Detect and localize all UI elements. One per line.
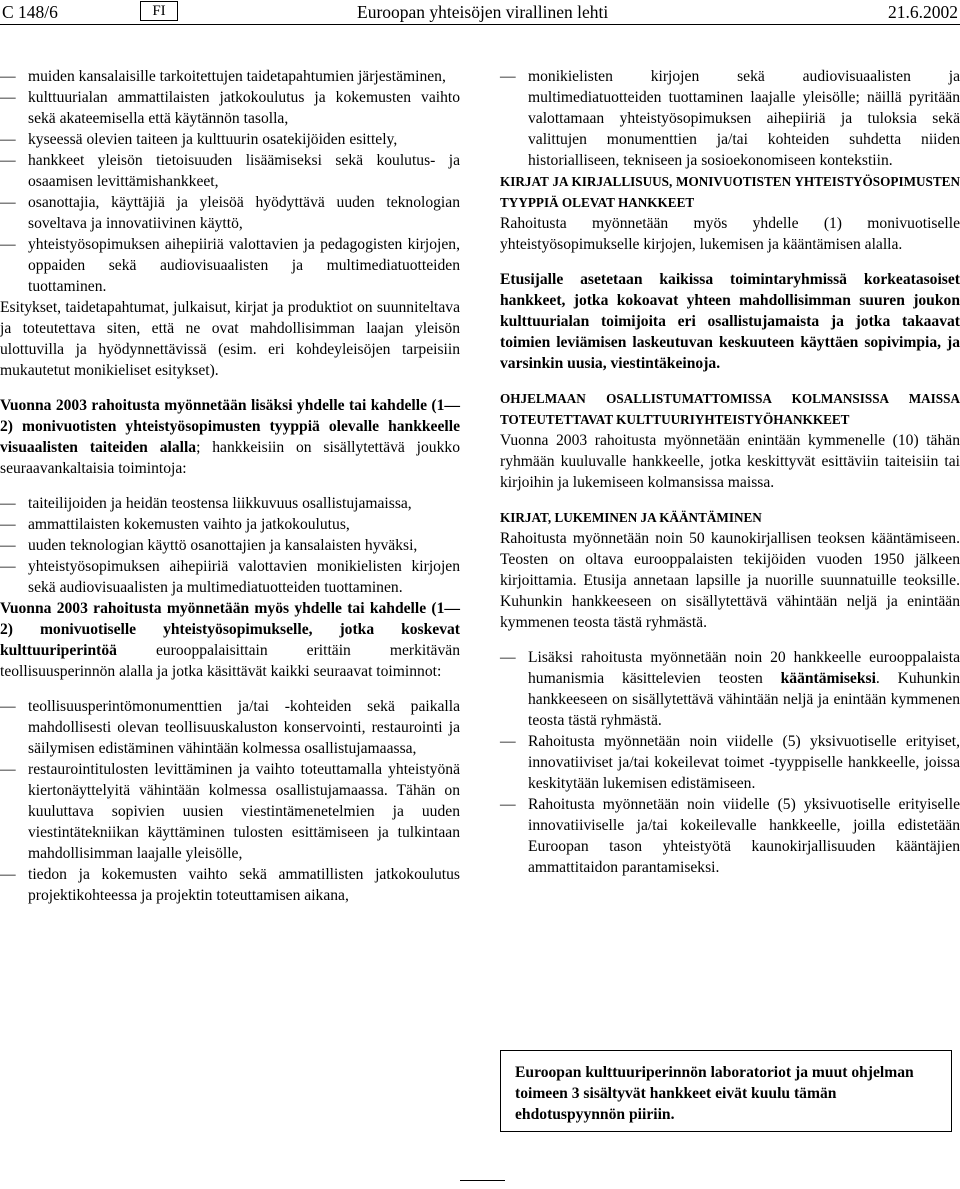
list-item: — taiteilijoiden ja heidän teostensa liikkuvuus osallistujamaissa, bbox=[0, 493, 460, 514]
paragraph bbox=[0, 598, 460, 682]
paragraph: Esitykset, taidetapahtumat, julkaisut, kirjat ja produktiot on suunniteltava ja toteutettava siten, että ne ovat mahdollisimman laajan yleisön ulottuvilla ja hyödynnettävissä (esim. eri kohdeyleisöjen tarpeisiin mukautetut monikieliset esitykset). bbox=[0, 299, 460, 379]
paragraph bbox=[500, 269, 960, 374]
list-item: — hankkeet yleisön tietoisuuden lisäämiseksi sekä koulutus- ja osaamisen levittämishankkeet, bbox=[0, 150, 460, 192]
journal-reference: C 148/6 bbox=[2, 2, 58, 22]
left-column bbox=[0, 66, 460, 906]
section-heading: KIRJAT JA KIRJALLISUUS, MONIVUOTISTEN YHTEISTYÖSOPIMUSTEN TYYPPIÄ OLEVAT HANKKEET bbox=[500, 174, 960, 210]
list-item: — Rahoitusta myönnetään noin viidelle (5) yksivuotiselle erityiselle innovatiiviselle ja/tai kokeilevalle hankkeelle, joilla edistetään Euroopan tason yhteistyötä kaunokirjallisuuden kääntäjien ammattitaidon parantamiseksi. bbox=[500, 794, 960, 878]
paragraph: Rahoitusta myönnetään noin 50 kaunokirjallisen teoksen kääntämiseen. Teosten on oltava eurooppalaisten tekijöiden vuoden 1950 jälkeen kirjoittamia. Etusija annetaan lapsille ja nuorille suunnatuille teoksille. Kuhunkin hankkeeseen on sisällytettävä vähintään neljä ja enintään kymmenen teosta tästä ryhmästä. bbox=[500, 530, 960, 631]
language-code-box: FI bbox=[140, 1, 178, 21]
journal-title: Euroopan yhteisöjen virallinen lehti bbox=[357, 2, 609, 22]
list-item: — tiedon ja kokemusten vaihto sekä ammatillisten jatkokoulutus projektikohteessa ja projektin toteuttamisen aikana, bbox=[0, 864, 460, 906]
notice-box: Euroopan kulttuuriperinnön laboratoriot ja muut ohjelman toimeen 3 sisältyvät hankkeet eivät kuulu tämän ehdotuspyynnön piiriin. bbox=[500, 1050, 952, 1132]
list-item: — monikielisten kirjojen sekä audiovisuaalisten ja multimediatuotteiden tuottaminen laajalle yleisölle; näillä pyritään valottamaan yhteistyösopimuksen aihepiiriä ja tuloksia sekä valittujen monumenttien ja/tai kohteiden suhdetta niiden historialliseen, tekniseen ja sosioekonomiseen kontekstiin. bbox=[500, 66, 960, 171]
section-heading: OHJELMAAN OSALLISTUMATTOMISSA KOLMANSISSA MAISSA TOTEUTETTAVAT KULTTUURIYHTEISTYÖHANKKEET bbox=[500, 391, 960, 427]
list-item: — restaurointitulosten levittäminen ja vaihto toteuttamalla yhteistyönä kiertonäyttelyitä vähintään kolmessa osallistujamaassa. Tähän on kuuluttava sopivien uusien viestintämenetelmien ja uuden viestintätekniikan käyttäminen tulosten esittämiseen ja tulkintaan mahdollisimman laajalle yleisölle, bbox=[0, 759, 460, 864]
page-header bbox=[0, 0, 960, 24]
list-item bbox=[500, 647, 960, 731]
footer-divider bbox=[460, 1180, 505, 1181]
emphasis-text: Vuonna 2003 rahoitusta myönnetään lisäksi yhdelle tai kahdelle (1—2) monivuotisten yhteistyösopimusten tyyppiä olevalle hankkeelle visuaalisten taiteiden alalla bbox=[0, 397, 460, 456]
publication-date: 21.6.2002 bbox=[888, 2, 958, 22]
list-item: — Rahoitusta myönnetään noin viidelle (5) yksivuotiselle erityiset, innovatiiviset ja/tai kokeilevat toimet -tyyppiselle hankkeelle, joissa keskitytään lukemisen edistämiseen. bbox=[500, 731, 960, 794]
emphasis-text: Etusijalle asetetaan kaikissa toimintaryhmissä korkeatasoiset hankkeet, jotka kokoavat yhteen mahdollisimman suuren joukon kulttuurialan toimijoita eri osallistujamaista ja jotka takaavat toimien leviämisen laskeutuvan keskuuteen käyttäen sopivimpia, ja varsinkin uusia, viestintäkeinoja. bbox=[500, 271, 960, 372]
emphasis-text: Vuonna 2003 rahoitusta myönnetään myös yhdelle tai kahdelle (1—2) monivuotiselle yhteistyösopimukselle, jotka koskevat kulttuuriperintöä bbox=[0, 600, 460, 659]
list-item-text: Lisäksi rahoitusta myönnetään noin 20 hankkeelle eurooppalaista humanismia käsittelevien teosten bbox=[528, 649, 960, 687]
header-divider bbox=[0, 24, 960, 25]
paragraph bbox=[0, 395, 460, 479]
list-item: — muiden kansalaisille tarkoitettujen taidetapahtumien järjestäminen, bbox=[0, 66, 460, 87]
list-item: — yhteistyösopimuksen aihepiiriä valottavien monikielisten kirjojen sekä audiovisuaalisten ja multimediatuotteiden tuottaminen. bbox=[0, 556, 460, 598]
paragraph-text: eurooppalaisittain erittäin merkitävän teollisuusperinnön alalla ja jotka käsittävät kaikki seuraavat toiminnot: bbox=[0, 642, 460, 680]
emphasis-text: kääntämiseksi bbox=[780, 670, 876, 687]
list-item-text: . Kuhunkin hankkeeseen on sisällytettävä vähintään neljä ja enintään kymmenen teosta tästä ryhmästä. bbox=[528, 670, 960, 729]
list-item: — kulttuurialan ammattilaisten jatkokoulutus ja kokemusten vaihto sekä akateemisella että käytännön tasolla, bbox=[0, 87, 460, 129]
paragraph-text: ; hankkeisiin on sisällytettävä joukko seuraavankaltaisia toimintoja: bbox=[0, 439, 460, 477]
list-item: — uuden teknologian käyttö osanottajien ja kansalaisten hyväksi, bbox=[0, 535, 460, 556]
list-item: — osanottajia, käyttäjiä ja yleisöä hyödyttävä uuden teknologian soveltava ja innovatiivinen käyttö, bbox=[0, 192, 460, 234]
list-item: — ammattilaisten kokemusten vaihto ja jatkokoulutus, bbox=[0, 514, 460, 535]
paragraph: Rahoitusta myönnetään myös yhdelle (1) monivuotiselle yhteistyösopimukselle kirjojen, lukemisen ja kääntämisen alalla. bbox=[500, 215, 960, 253]
paragraph: Vuonna 2003 rahoitusta myönnetään enintään kymmenelle (10) tähän ryhmään kuuluvalle hankkeelle, jotka keskittyvät esittäviin taiteisiin tai kirjoihin ja lukemiseen kolmansissa maissa. bbox=[500, 432, 960, 491]
section-heading: KIRJAT, LUKEMINEN JA KÄÄNTÄMINEN bbox=[500, 510, 762, 525]
list-item: — teollisuusperintömonumenttien ja/tai -kohteiden sekä paikalla mahdollisesti olevan teollisuuskaluston konservointi, restaurointi ja säilymisen edistäminen vähintään kolmessa osallistujamaassa, bbox=[0, 696, 460, 759]
list-item: — kyseessä olevien taiteen ja kulttuurin osatekijöiden esittely, bbox=[0, 129, 460, 150]
right-column bbox=[500, 66, 960, 878]
list-item: — yhteistyösopimuksen aihepiiriä valottavien ja pedagogisten kirjojen, oppaiden sekä audiovisuaalisten ja multimediatuotteiden tuottaminen. bbox=[0, 234, 460, 297]
